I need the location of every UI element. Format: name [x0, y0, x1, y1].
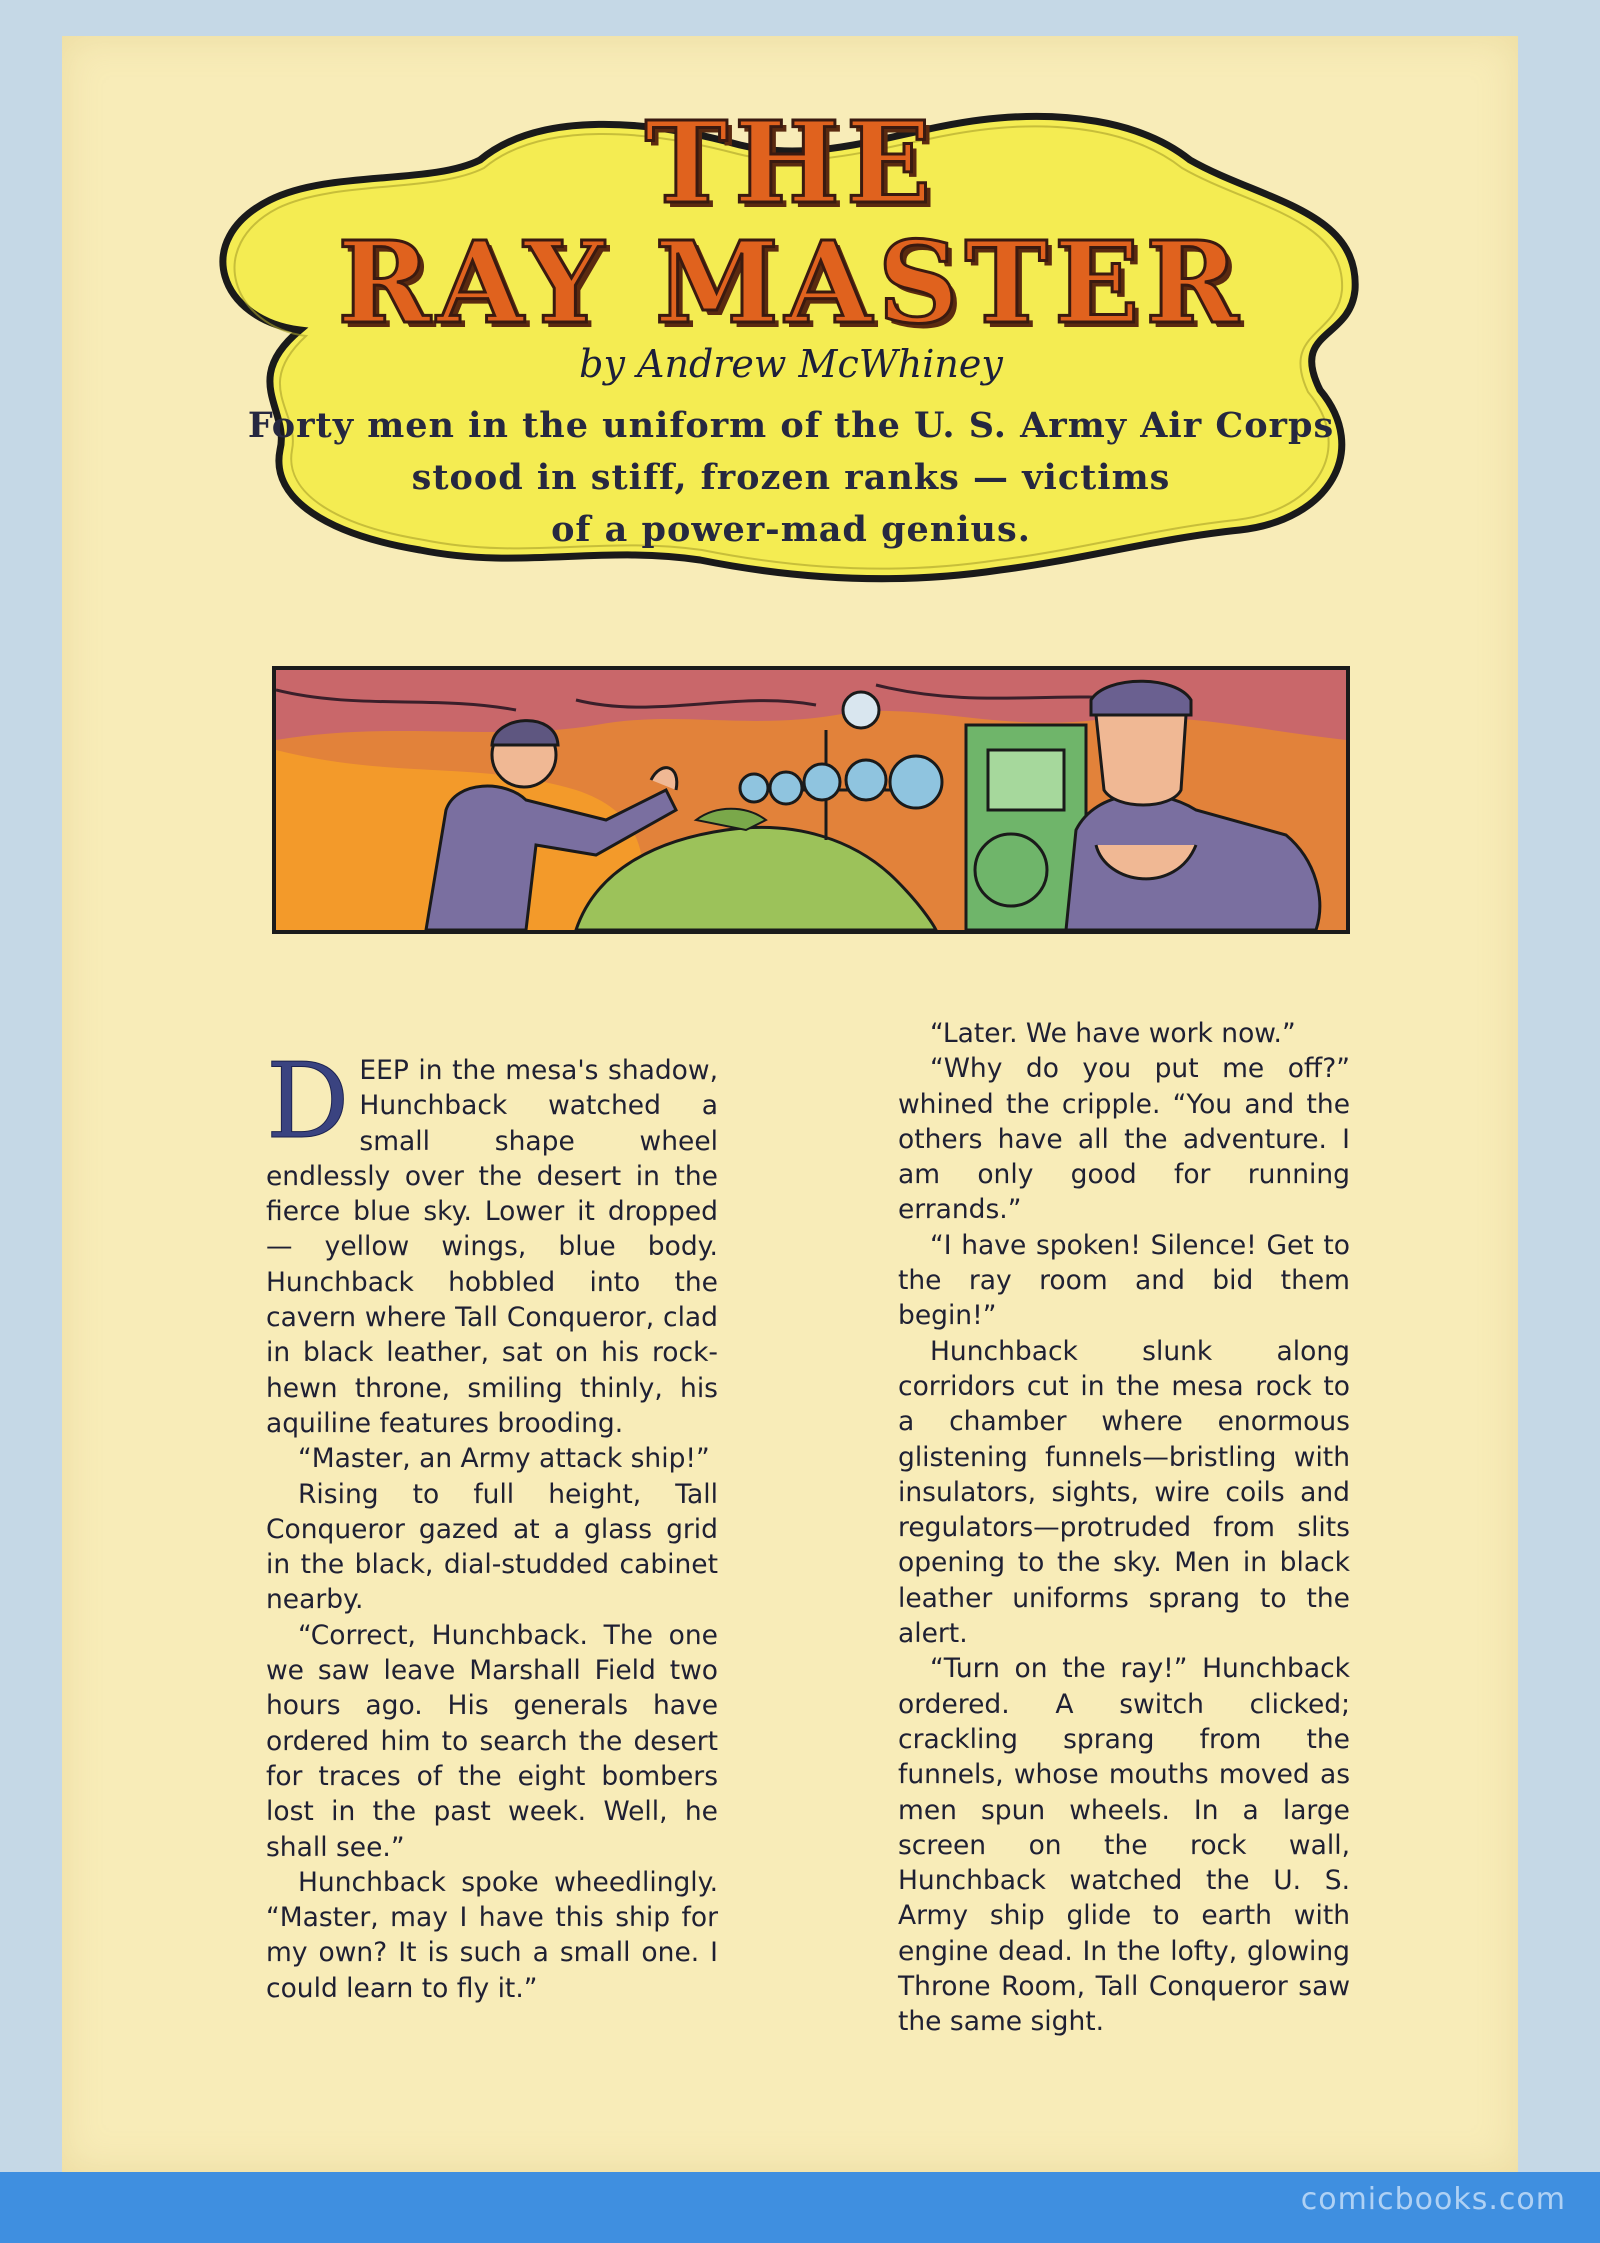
paragraph: “Why do you put me off?” whined the cripple. “You and the others have all the adventure. I am only good for running errands.”: [898, 1053, 1350, 1226]
deck-line-1: Forty men in the uniform of the U. S. Army Air Corps: [247, 405, 1335, 446]
paragraph: “Turn on the ray!” Hunchback ordered. A switch clicked; crackling sprang from the funnels, whose mouths moved as men spun wheels. In a large screen on the rock wall, Hunchback watched the U. S. Army ship glide to earth with engine dead. In the lofty, glowing Throne Room, Tall Conqueror saw the same sight.: [898, 1653, 1350, 2038]
drop-cap: D: [266, 1040, 350, 1162]
byline: by Andrew McWhiney: [579, 342, 1003, 386]
title-line-1: THE: [644, 98, 938, 229]
deck-line-2: stood in stiff, frozen ranks — victims: [411, 457, 1171, 498]
paragraph: Rising to full height, Tall Conqueror gazed at a glass grid in the black, dial-studded cabinet nearby.: [266, 1478, 718, 1616]
illustration-art: [276, 670, 1346, 930]
article-column-left: [266, 1040, 718, 2006]
paragraph: Hunchback spoke wheedlingly. “Master, may I have this ship for my own? It is such a small one. I could learn to fly it.”: [266, 1866, 718, 2004]
article-column-right: [898, 1016, 1350, 2040]
deck-line-3: of a power-mad genius.: [551, 509, 1031, 550]
paragraph: “Later. We have work now.”: [930, 1018, 1296, 1049]
watermark: comicbooks.com: [1300, 2182, 1566, 2217]
paragraph: [266, 1040, 718, 1441]
paragraph: “I have spoken! Silence! Get to the ray room and bid them begin!”: [898, 1229, 1350, 1332]
paragraph-text: EEP in the mesa's shadow, Hunchback watched a small shape wheel endlessly over the desert in the fierce blue sky. Lower it dropped — yellow wings, blue body. Hunchback hobbled into the cavern where Tall Conqueror, clad in black leather, sat on his rock-hewn throne, smiling thinly, his aquiline features brooding.: [266, 1055, 718, 1439]
paragraph: “Correct, Hunchback. The one we saw leave Marshall Field two hours ago. His generals have ordered him to search the desert for traces of the eight bombers lost in the past week. Well, he shall see.”: [266, 1619, 718, 1863]
title-line-2: RAY MASTER: [337, 218, 1245, 349]
title-banner: [180, 90, 1402, 600]
paragraph: Hunchback slunk along corridors cut in the mesa rock to a chamber where enormous glistening funnels—bristling with insulators, sights, wire coils and regulators—protruded from slits opening to the sky. Men in black leather uniforms sprang to the alert.: [898, 1335, 1350, 1650]
paragraph: “Master, an Army attack ship!”: [298, 1443, 710, 1475]
illustration-panel: [272, 666, 1350, 934]
